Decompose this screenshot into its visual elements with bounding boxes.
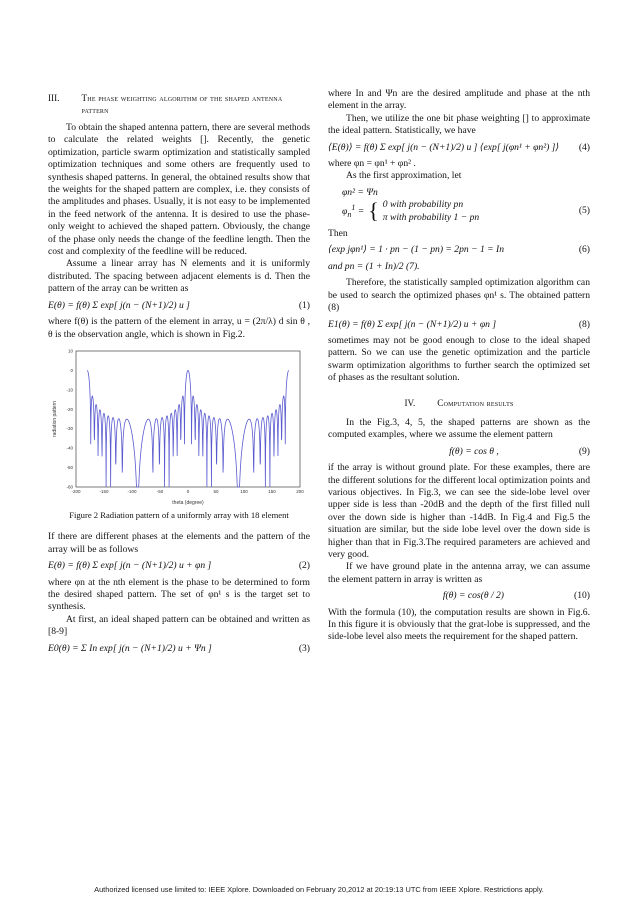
equation-10 (328, 590, 590, 602)
equation-body: f(θ) = cos θ , (449, 445, 499, 457)
equation-2 (48, 560, 310, 572)
equation-body: E(θ) = f(θ) Σ exp[ j(n − (N+1)/2) u + φn ] (48, 560, 212, 572)
paragraph: Assume a linear array has N elements and it is uniformly distributed. The spacing between adjacent elements is d. Then the pattern of the array can be written as (48, 258, 310, 295)
paragraph: If there are different phases at the elements and the pattern of the array will be as follows (48, 531, 310, 555)
paragraph: At first, an ideal shaped pattern can be obtained and written as [8-9] (48, 613, 310, 638)
equation-4 (328, 142, 590, 154)
x-axis-label: theta (degree) (172, 499, 204, 506)
equation-body: ⟨E(θ)⟩ = f(θ) Σ exp[ j(n − (N+1)/2) u ] ⟨exp[ j(φn¹ + φn²) ]⟩ (328, 141, 560, 153)
section-heading-4 (328, 397, 590, 409)
equation-body: ⟨exp jφn¹⟩ = 1 · pn − (1 − pn) = 2pn − 1 = In (328, 244, 505, 256)
equation-8 (328, 319, 590, 331)
y-axis-label: radiation pattern (52, 400, 58, 437)
figure-caption: Figure 2 Radiation pattern of a uniformly array with 18 element (69, 509, 289, 520)
equation-body: E(θ) = f(θ) Σ exp[ j(n − (N+1)/2) u ] (48, 299, 190, 311)
equation-7: and pn = (1 + In)/2 (7). (328, 260, 420, 272)
paragraph: where φn at the nth element is the phase to be determined to form the desired shaped pattern. The set of φn¹ s is the target set to synthesis. (48, 576, 310, 613)
x-tick-label: 200 (296, 488, 304, 494)
x-tick-label: 0 (186, 488, 190, 494)
y-tick-label: 10 (67, 348, 73, 354)
equation-case: 0 with probability pn (382, 199, 464, 211)
section-title: The phase weighting algorithm of the shaped antenna pattern (81, 93, 283, 115)
x-tick-label: 100 (240, 488, 248, 494)
x-tick-label: -150 (99, 488, 109, 494)
paragraph: where φn = φn¹ + φn² . (328, 158, 416, 170)
equation-5: φn² = Ψn $\varphi_n^1$ = { 0 with probability pn π with probability 1 − pn (5) (342, 186, 590, 224)
figure-2 (48, 347, 306, 507)
paragraph: With the formula (10), the computation results are shown in Fig.6. In this figure it is obviously that the grat-lobe is suppressed, and the side-lobe level also meets the requirement for the shaped pattern. (328, 606, 590, 643)
paragraph: where f(θ) is the pattern of the element in array, u = (2π/λ) d sin θ , θ is the observation angle, which is shown in Fig.2. (48, 316, 310, 340)
paragraph: sometimes may not be good enough to close to the ideal shaped pattern. So we can use the genetic optimization and the particle swarm optimization algorithms to further search the optimized set of phases as the resultant solution. (328, 334, 590, 384)
equation-line: φn² = Ψn (342, 186, 378, 198)
section-number: IV. (404, 397, 416, 408)
equation-9 (328, 446, 590, 458)
radiation-pattern-plot (48, 347, 306, 507)
y-tick-label: -20 (66, 406, 73, 412)
equation-number: (8) (578, 318, 590, 330)
x-tick-label: -50 (156, 488, 164, 494)
left-column (48, 88, 310, 659)
y-tick-label: -30 (66, 426, 73, 432)
equation-number: (1) (298, 299, 310, 311)
y-tick-label: -40 (66, 445, 73, 451)
paragraph: If we have ground plate in the antenna array, we can assume the element pattern in array is written as (328, 561, 590, 585)
x-tick-label: 50 (213, 488, 219, 494)
equation-number: (2) (298, 560, 310, 572)
equation-number: (5) (578, 205, 590, 217)
paragraph: if the array is without ground plate. For these examples, there are the different solutions for the different local optimization points and various objectives. In Fig.3, we can see the side-lobe level over upper side is less than -20dB and the depth of the first filled null over the down side is higher than -14dB. In Fig.4 and Fig.5 the situation are similar, but the side lobe level over the down side is higher than that in Fig.3.The required parameters are achieved and very good. (328, 462, 590, 560)
paragraph: Then (328, 228, 348, 240)
equation-number: (3) (298, 642, 310, 654)
paragraph: Therefore, the statistically sampled optimization algorithm can be used to search the optimized phases φn¹ s. The obtained pattern (8) (328, 277, 590, 314)
section-number: III. (48, 93, 60, 103)
equation-number: (10) (574, 590, 590, 602)
equation-3 (48, 643, 310, 655)
equation-6 (328, 244, 590, 256)
x-tick-label: -200 (71, 488, 81, 494)
y-tick-label: -10 (66, 387, 73, 393)
plot-frame (76, 351, 300, 487)
paragraph: To obtain the shaped antenna pattern, there are several methods to calculate the related weights []. Recently, the genetic optimization, particle swarm optimization and statistically sampled optimization techniques and some others are frequently used to synthesis shaped patterns. In general, the obtained results show that the weights for the shaped pattern are complex, i.e. they consists of the amplitudes and phases. Usually, it is not easy to be implemented in the feed network of the antenna. It is desired to use the phase-only weight to achieved the shaped pattern. Obviously, the change of the phase only needs the change of the feedline length. Then the cost and complexity of the feedline will be reduced. (48, 122, 310, 258)
section-title: Computation results (437, 397, 514, 408)
equation-number: (4) (578, 141, 590, 153)
x-tick-label: 150 (268, 488, 276, 494)
section-heading-3 (48, 92, 310, 116)
equation-body: E0(θ) = Σ In exp[ j(n − (N+1)/2) u + Ψn ] (48, 642, 212, 654)
equation-1 (48, 300, 310, 312)
equation-body: E1(θ) = f(θ) Σ exp[ j(n − (N+1)/2) u + φn ] (328, 318, 497, 330)
equation-case: π with probability 1 − pn (382, 211, 480, 223)
equation-body: f(θ) = cos(θ / 2) (442, 590, 505, 602)
footer-license: Authorized licensed use limited to: IEEE Xplore. Downloaded on February 20,2012 at 20:19:13 UTC from IEEE Xplore. Restrictions apply. (94, 885, 544, 894)
right-column (328, 88, 590, 644)
paragraph: where In and Ψn are the desired amplitude and phase at the nth element in the array. (328, 88, 590, 112)
pattern-curve (87, 370, 289, 487)
equation-number: (6) (578, 244, 590, 256)
x-tick-label: -100 (127, 488, 137, 494)
y-tick-label: -60 (66, 484, 73, 490)
y-tick-label: 0 (70, 367, 73, 373)
paragraph: Then, we utilize the one bit phase weighting [] to approximate the ideal pattern. Statistically, we have (328, 112, 590, 137)
paragraph: In the Fig.3, 4, 5, the shaped patterns are shown as the computed examples, where we assume the element pattern (328, 416, 590, 441)
paragraph: As the first approximation, let (346, 170, 462, 182)
equation-number: (9) (578, 445, 590, 457)
y-tick-label: -50 (66, 464, 73, 470)
